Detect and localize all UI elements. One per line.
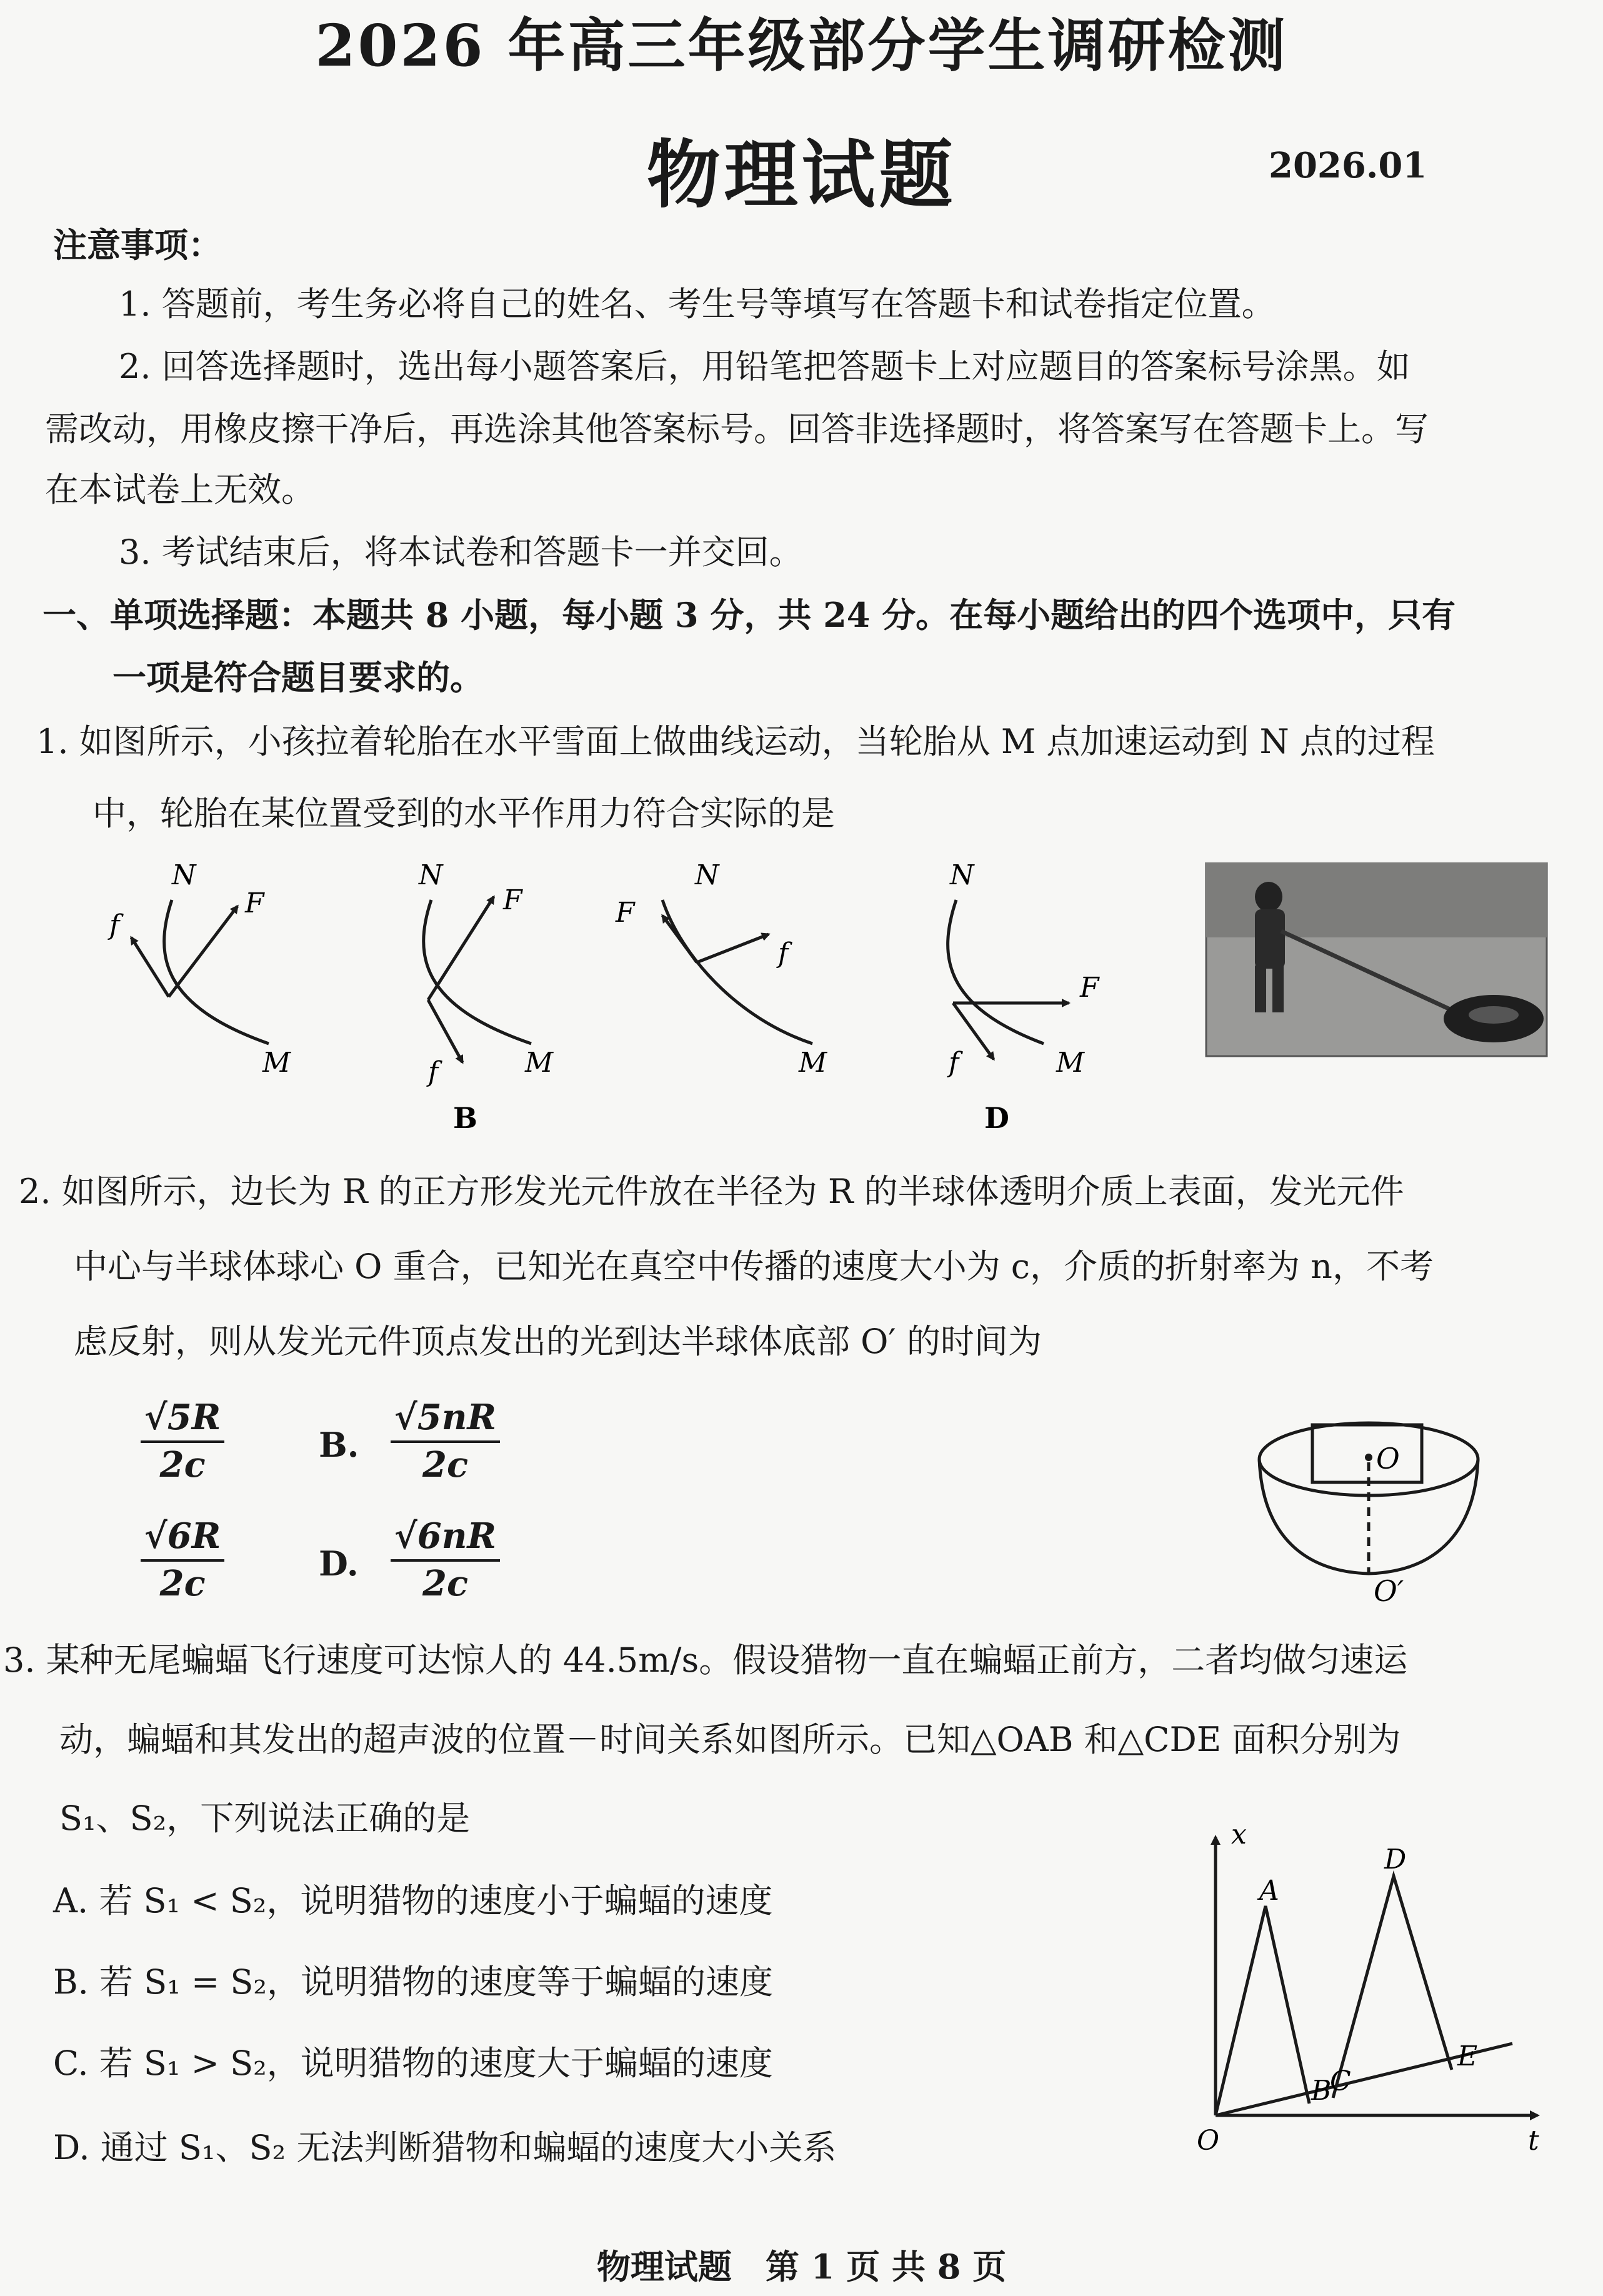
q3-stem-line-1: 3. 某种无尾蝙蝠飞行速度可达惊人的 44.5m/s。假设猎物一直在蝙蝠正前方，二者均做匀速运	[3, 1640, 1408, 1680]
force-label-f: f	[109, 909, 120, 941]
q2-option-c-denominator: 2c	[159, 1563, 206, 1604]
label-o-prime: O′	[1374, 1574, 1404, 1606]
force-label-f: f	[949, 1047, 959, 1079]
force-arrow-F	[428, 897, 494, 1000]
q2-option-b-label: B.	[319, 1425, 359, 1465]
q3-stem-line-2: 动，蝙蝠和其发出的超声波的位置－时间关系如图所示。已知△OAB 和△CDE 面积分别为	[59, 1720, 1401, 1759]
force-arrow-f	[697, 934, 769, 962]
q3-option-b-text: 若 S₁ = S₂，说明猎物的速度等于蝙蝠的速度	[99, 1962, 774, 2002]
axis-label-x: x	[1231, 1825, 1247, 1850]
notice-item-1: 1. 答题前，考生务必将自己的姓名、考生号等填写在答题卡和试卷指定位置。	[119, 284, 1276, 324]
force-label-f: f	[778, 937, 789, 969]
q3-option-a-text: 若 S₁ < S₂，说明猎物的速度小于蝙蝠的速度	[99, 1881, 773, 1920]
page-footer: 物理试题 第 1 页 共 8 页	[596, 2247, 1007, 2287]
force-arrow-f	[428, 1000, 462, 1062]
q3-option-b[interactable]	[53, 1962, 773, 2002]
q2-option-d-numerator: √6nR	[391, 1515, 500, 1562]
q1-stem-line-1: 1. 如图所示，小孩拉着轮胎在水平雪面上做曲线运动，当轮胎从 M 点加速运动到 N 点的过程	[36, 722, 1435, 761]
q2-option-d[interactable]	[391, 1515, 500, 1604]
q3-option-c-label: C.	[53, 2044, 89, 2083]
exam-date: 2026.01	[1269, 145, 1427, 186]
wave-oab	[1216, 1906, 1309, 2115]
q1-option-b-diagram	[418, 862, 554, 1135]
q2-option-b-denominator: 2c	[422, 1444, 469, 1485]
point-label-b: B	[1311, 2075, 1332, 2107]
point-label-n: N	[950, 862, 974, 891]
force-arrow-F	[169, 906, 237, 997]
force-label-f: f	[428, 1056, 439, 1088]
option-label-b: B	[453, 1101, 477, 1135]
point-label-n: N	[695, 862, 719, 891]
q2-option-b-numerator: √5nR	[391, 1397, 500, 1443]
exam-title: 2026 年高三年级部分学生调研检测	[315, 12, 1288, 79]
point-label-a: A	[1259, 1875, 1279, 1907]
notice-item-3: 3. 考试结束后，将本试卷和答题卡一并交回。	[119, 532, 803, 572]
q1-photo-child-pulling-tire	[1206, 862, 1547, 1056]
force-label-F: F	[616, 897, 635, 929]
point-label-n: N	[419, 862, 443, 891]
point-label-d: D	[1384, 1844, 1407, 1875]
axis-label-t: t	[1528, 2125, 1539, 2157]
force-arrow-F	[662, 916, 697, 962]
q3-option-c-text: 若 S₁ > S₂，说明猎物的速度大于蝙蝠的速度	[99, 2044, 773, 2083]
q1-option-a-diagram	[107, 862, 291, 1079]
q2-option-c[interactable]	[141, 1515, 224, 1604]
option-label-d: D	[984, 1101, 1009, 1135]
trajectory-curve	[164, 900, 269, 1044]
origin-label: O	[1197, 2125, 1220, 2157]
q2-option-d-denominator: 2c	[422, 1563, 469, 1604]
q3-position-time-graph	[1187, 1825, 1575, 2162]
q3-option-b-label: B.	[53, 1962, 89, 2002]
q2-option-c-numerator: √6R	[141, 1515, 224, 1562]
q3-option-d-text: 通过 S₁、S₂ 无法判断猎物和蝙蝠的速度大小关系	[100, 2128, 837, 2167]
q2-option-d-label: D.	[319, 1544, 359, 1584]
notice-item-2-line-1: 2. 回答选择题时，选出每小题答案后，用铅笔把答题卡上对应题目的答案标号涂黑。如	[119, 347, 1411, 386]
center-point	[1365, 1454, 1372, 1461]
point-label-m: M	[525, 1047, 554, 1079]
q3-option-d-label: D.	[53, 2128, 90, 2167]
point-label-m: M	[262, 1047, 291, 1079]
label-o: O	[1376, 1442, 1400, 1475]
subject-title: 物理试题	[646, 131, 957, 218]
q3-stem-line-3: S₁、S₂，下列说法正确的是	[59, 1799, 471, 1838]
notice-item-2-line-2: 需改动，用橡皮擦干净后，再选涂其他答案标号。回答非选择题时，将答案写在答题卡上。写	[45, 409, 1429, 449]
force-label-F: F	[503, 884, 522, 916]
q1-options-figure	[94, 862, 1594, 1150]
point-label-c: C	[1330, 2065, 1351, 2097]
wave-cde	[1333, 1876, 1452, 2098]
point-label-m: M	[799, 1047, 827, 1079]
q2-hemisphere-figure	[1237, 1400, 1500, 1606]
point-label-m: M	[1056, 1047, 1085, 1079]
q3-option-a-label: A.	[53, 1881, 89, 1920]
q2-stem-line-1: 2. 如图所示，边长为 R 的正方形发光元件放在半径为 R 的半球体透明介质上表面，发光元件	[19, 1172, 1404, 1211]
q3-option-c[interactable]	[53, 2044, 773, 2084]
q3-option-d[interactable]	[53, 2128, 836, 2168]
force-label-F: F	[245, 887, 264, 919]
q2-stem-line-2: 中心与半球体球心 O 重合，已知光在真空中传播的速度大小为 c，介质的折射率为 n，不考	[74, 1247, 1434, 1286]
q1-stem-line-2: 中，轮胎在某位置受到的水平作用力符合实际的是	[92, 794, 835, 833]
force-arrow-f	[953, 1003, 994, 1059]
q3-option-a[interactable]	[53, 1881, 772, 1921]
section1-heading: 一、单项选择题：本题共 8 小题，每小题 3 分，共 24 分。在每小题给出的四个选项中，只有	[42, 595, 1456, 635]
point-label-e: E	[1457, 2040, 1478, 2072]
q2-stem-line-3: 虑反射，则从发光元件顶点发出的光到达半球体底部 O′ 的时间为	[74, 1322, 1042, 1361]
light-emitting-square	[1312, 1425, 1422, 1482]
notice-heading: 注意事项：	[53, 225, 222, 265]
q2-option-a-denominator: 2c	[159, 1444, 206, 1485]
q2-option-a-numerator: √5R	[141, 1397, 224, 1443]
trajectory-curve	[662, 900, 812, 1044]
point-label-n: N	[172, 862, 196, 891]
q2-option-b[interactable]	[391, 1397, 500, 1485]
q1-option-d-diagram	[947, 862, 1100, 1135]
notice-item-2-line-3: 在本试卷上无效。	[45, 470, 315, 509]
trajectory-curve	[948, 900, 1044, 1044]
force-label-F: F	[1080, 972, 1099, 1004]
q1-option-c-diagram	[615, 862, 827, 1079]
section1-heading-cont: 一项是符合题目要求的。	[112, 657, 484, 697]
q2-option-a[interactable]	[141, 1397, 224, 1485]
